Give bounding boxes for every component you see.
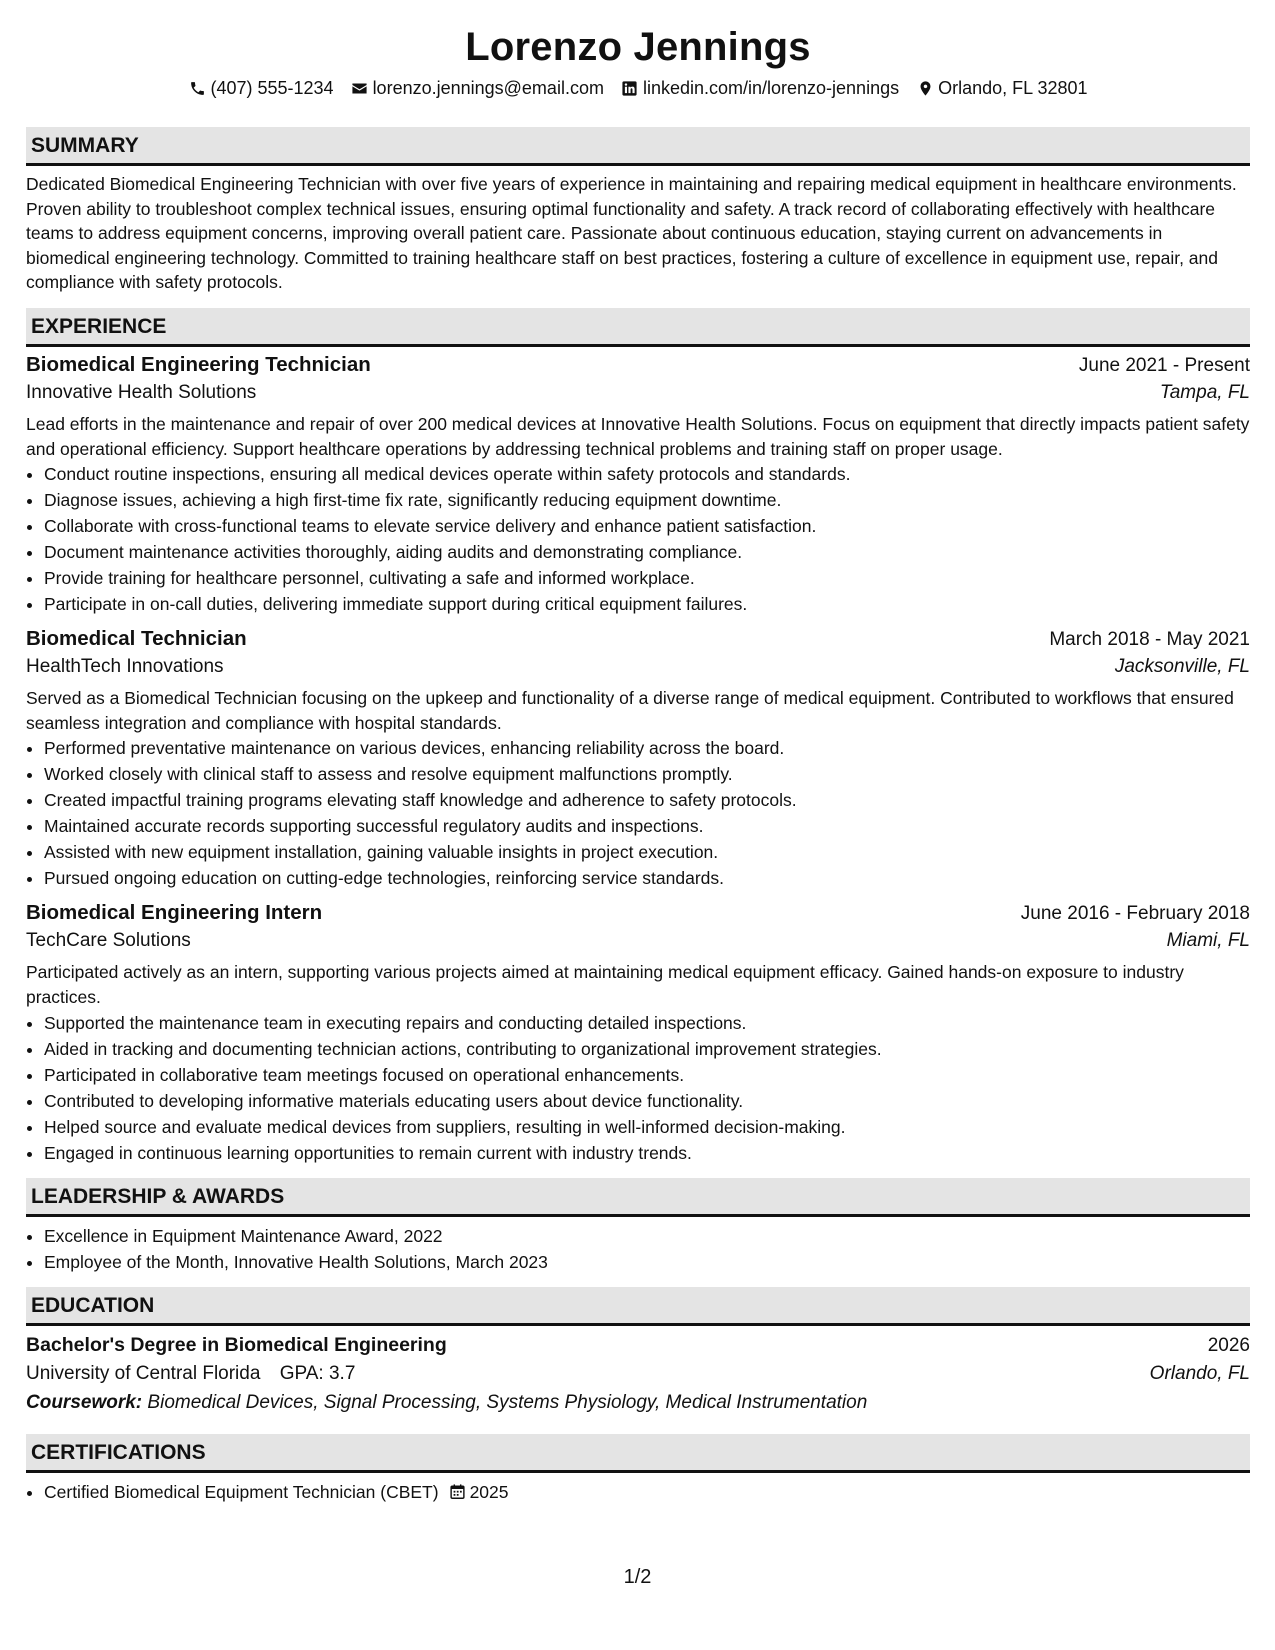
job-dates: June 2021 - Present xyxy=(1078,354,1250,376)
education-entry xyxy=(26,1334,1250,1414)
job-dates: June 2016 - February 2018 xyxy=(1020,903,1250,925)
job-entry xyxy=(26,353,1250,617)
list-item: • Maintained accurate records supporting successful regulatory audits and inspections. xyxy=(44,813,1250,839)
job-company: Innovative Health Solutions xyxy=(26,381,257,403)
job-description: Participated actively as an intern, supporting various projects aimed at maintaining medical equipment efficacy. Gained hands-on exposure to industry practices. xyxy=(26,962,1184,1007)
job-location: Jacksonville, FL xyxy=(1114,656,1250,678)
calendar-icon xyxy=(449,1483,467,1501)
job-company: HealthTech Innovations xyxy=(26,656,224,678)
email-text: lorenzo.jennings@email.com xyxy=(372,77,604,98)
list-item: • Engaged in continuous learning opportunities to remain current with industry trends. xyxy=(44,1140,1250,1166)
certifications-heading: CERTIFICATIONS xyxy=(26,1434,1250,1473)
job-location: Tampa, FL xyxy=(1159,381,1250,403)
list-item: • Assisted with new equipment installation, gaining valuable insights in project execution. xyxy=(44,839,1250,865)
list-item: • Contributed to developing informative materials educating users about device functionality. xyxy=(44,1088,1250,1114)
school-name: University of Central Florida xyxy=(26,1362,261,1384)
phone-text: (407) 555-1234 xyxy=(210,77,334,98)
map-pin-icon xyxy=(916,79,934,97)
list-item: • Employee of the Month, Innovative Health Solutions, March 2023 xyxy=(44,1249,1250,1275)
coursework-text: Biomedical Devices, Signal Processing, Systems Physiology, Medical Instrumentation xyxy=(147,1391,868,1413)
contact-bar xyxy=(26,75,1250,101)
contact-linkedin xyxy=(621,78,899,99)
education-heading: EDUCATION xyxy=(26,1287,1250,1326)
list-item: • Helped source and evaluate medical devices from suppliers, resulting in well-informed decision-making. xyxy=(44,1114,1250,1140)
page-number: 1/2 xyxy=(623,1566,652,1588)
job-company: TechCare Solutions xyxy=(26,930,191,952)
certification-year: 2025 xyxy=(469,1481,509,1502)
location-text: Orlando, FL 32801 xyxy=(938,77,1088,98)
list-item xyxy=(44,1479,1250,1505)
graduation-year: 2026 xyxy=(1207,1334,1250,1356)
list-item: • Collaborate with cross-functional teams to elevate service delivery and enhance patient satisfaction. xyxy=(44,513,1250,539)
job-description: Lead efforts in the maintenance and repair of over 200 medical devices at Innovative Health Solutions. Focus on equipment that directly impacts patient safety and operational efficiency. Support healthcare operations by addressing technical problems and training staff on proper usage. xyxy=(26,413,1250,459)
list-item: • Document maintenance activities thoroughly, aiding audits and demonstrating compliance. xyxy=(44,539,1250,565)
job-title: Biomedical Engineering Technician xyxy=(26,352,371,376)
job-location: Miami, FL xyxy=(1166,930,1250,952)
awards-list xyxy=(26,1223,1250,1275)
job-title: Biomedical Engineering Intern xyxy=(26,901,323,925)
list-item: • Provide training for healthcare personnel, cultivating a safe and informed workplace. xyxy=(44,565,1250,591)
list-item: • Aided in tracking and documenting technician actions, contributing to organizational improvement strategies. xyxy=(44,1036,1250,1062)
gpa: GPA: 3.7 xyxy=(279,1362,356,1384)
list-item: • Participate in on-call duties, delivering immediate support during critical equipment failures. xyxy=(44,591,1250,617)
candidate-name: Lorenzo Jennings xyxy=(465,25,811,69)
degree-title: Bachelor's Degree in Biomedical Engineering xyxy=(26,1333,447,1356)
list-item: • Worked closely with clinical staff to assess and resolve equipment malfunctions promptly. xyxy=(44,761,1250,787)
certifications-list xyxy=(26,1479,1250,1505)
job-description: Served as a Biomedical Technician focusing on the upkeep and functionality of a diverse range of medical equipment. Contributed to workflows that ensured seamless integration and compliance with hospital standards. xyxy=(26,688,1234,733)
job-bullets xyxy=(26,461,1250,617)
linkedin-text: linkedin.com/in/lorenzo-jennings xyxy=(642,77,900,98)
list-item: • Diagnose issues, achieving a high first-time fix rate, significantly reducing equipment downtime. xyxy=(44,487,1250,513)
linkedin-icon xyxy=(621,79,639,97)
experience-heading: EXPERIENCE xyxy=(26,308,1250,347)
job-bullets xyxy=(26,735,1250,891)
list-item: • Conduct routine inspections, ensuring all medical devices operate within safety protocols and standards. xyxy=(44,461,1250,487)
envelope-icon xyxy=(351,79,369,97)
contact-phone xyxy=(188,78,333,99)
list-item: • Created impactful training programs elevating staff knowledge and adherence to safety protocols. xyxy=(44,787,1250,813)
coursework-line xyxy=(26,1392,1250,1414)
list-item: • Performed preventative maintenance on various devices, enhancing reliability across the board. xyxy=(44,735,1250,761)
list-item: • Excellence in Equipment Maintenance Award, 2022 xyxy=(44,1223,1250,1249)
list-item: • Supported the maintenance team in executing repairs and conducting detailed inspections. xyxy=(44,1010,1250,1036)
contact-email xyxy=(351,78,604,99)
job-entry xyxy=(26,627,1250,891)
contact-location xyxy=(916,78,1087,99)
job-bullets xyxy=(26,1010,1250,1166)
resume-page xyxy=(26,0,1250,1505)
job-entry xyxy=(26,901,1250,1165)
summary-text: Dedicated Biomedical Engineering Technician with over five years of experience in maintaining and repairing medical equipment in healthcare environments. Proven ability to troubleshoot complex technical issues, ensuring optimal functionality and safety. A track record of collaborating effectively with healthcare teams to address equipment concerns, improving overall patient care. Passionate about continuous education, staying current on advancements in biomedical engineering technology. Committed to training healthcare staff on best practices, fostering a culture of excellence in equipment use, repair, and compliance with safety protocols. xyxy=(26,174,1237,293)
awards-heading: LEADERSHIP & AWARDS xyxy=(26,1178,1250,1217)
job-title: Biomedical Technician xyxy=(26,627,247,651)
coursework-label: Coursework: xyxy=(26,1391,143,1413)
school-location: Orlando, FL xyxy=(1149,1362,1250,1384)
job-dates: March 2018 - May 2021 xyxy=(1049,629,1250,651)
list-item: • Participated in collaborative team meetings focused on operational enhancements. xyxy=(44,1062,1250,1088)
certification-name: • Certified Biomedical Equipment Technician (CBET) xyxy=(44,1481,439,1502)
summary-heading: SUMMARY xyxy=(26,127,1250,166)
phone-icon xyxy=(188,79,206,97)
list-item: • Pursued ongoing education on cutting-edge technologies, reinforcing service standards. xyxy=(44,865,1250,891)
